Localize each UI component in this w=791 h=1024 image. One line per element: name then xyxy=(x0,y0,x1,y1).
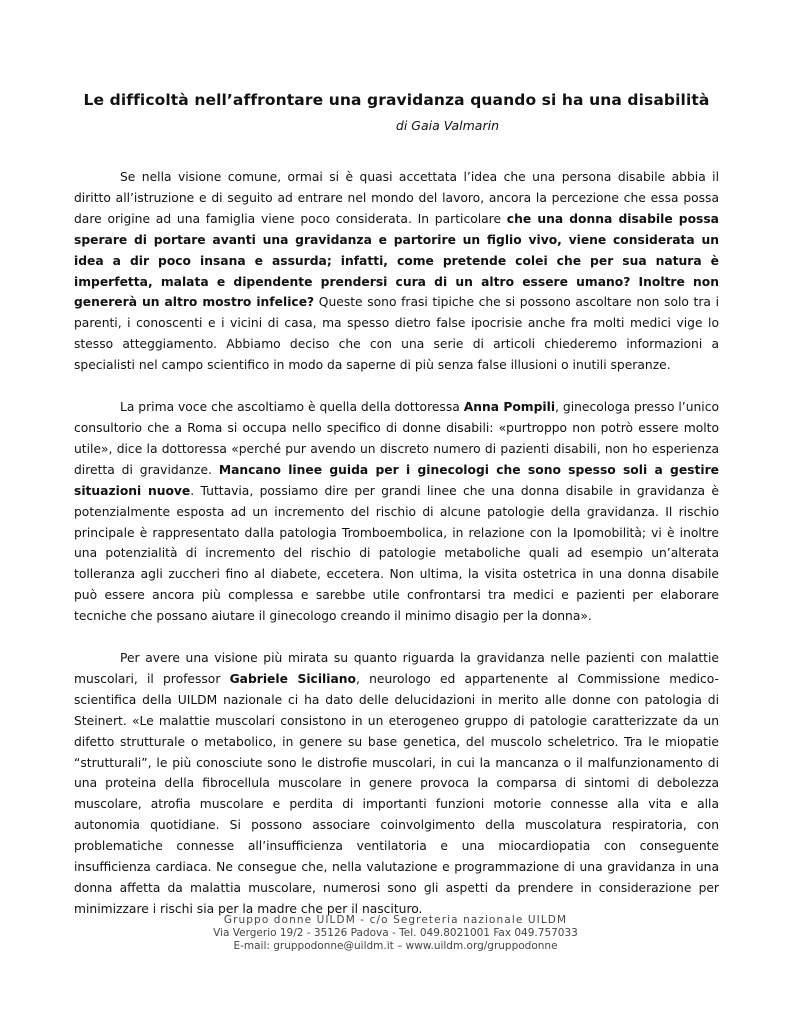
footer-address: Via Vergerio 19/2 - 35126 Padova - Tel. 049.8021001 Fax 049.757033 xyxy=(213,927,578,939)
paragraph-2-text-c: . Tuttavia, possiamo dire per grandi linee che una donna disabile in gravidanza è potenzialmente esposta ad un incremento del rischio di alcune patologie della gravidanza. Il rischio principale è rappresentato dalla patologia Tromboembolica, in relazione con la Ipomobilità; vi è inoltre una potenzialità di incremento del rischio di patologie metaboliche quali ad esempio un’alterata tolleranza agli zuccheri fino al diabete, eccetera. Non ultima, la visita ostetrica in una donna disabile può essere ancora più complessa e sarebbe utile confrontarsi tra medici e pazienti per elaborare tecniche che possano aiutare il ginecologo creando il minimo disagio per la donna». xyxy=(74,483,719,624)
paragraph-1-bold-a: che una donna disabile possa sperare di portare avanti una gravidanza e partorire un figlio vivo, viene considerata un idea a dir poco insana e assurda; infatti, come pretende colei che per sua natura è imperfetta, malata e dipendente prendersi cura di un altro essere umano? Inoltre non genererà un altro mostro infelice? xyxy=(74,211,719,310)
paragraph-1-text-a: Se nella visione comune, ormai si è quasi accettata l’idea che una persona disabile abbia il diritto all’istruzione e di seguito ad entrare nel mondo del lavoro, ancora la percezione che essa possa dare origine ad una famiglia viene poco considerata. In particolare xyxy=(74,170,719,226)
paragraph-1 xyxy=(74,167,719,376)
paragraph-2-text-a: La prima voce che ascoltiamo è quella della dottoressa xyxy=(120,400,464,415)
paragraph-2-bold-a: Anna Pompili xyxy=(463,400,556,415)
footer-organization: Gruppo donne UILDM - c/o Segreteria nazionale UILDM xyxy=(223,914,568,926)
footer-contacts: E-mail: gruppodonne@uildm.it – www.uildm.org/gruppodonne xyxy=(233,940,558,952)
paragraph-2 xyxy=(74,397,719,627)
article-title: Le difficoltà nell’affrontare una gravidanza quando si ha una disabilità xyxy=(83,91,710,109)
paragraph-1-text-b: Queste sono frasi tipiche che si possono ascoltare non solo tra i parenti, i conoscenti e i vicini di casa, ma spesso dietro false ipocrisie anche fra molti medici vige lo stesso atteggiamento. Abbiamo deciso che con una serie di articoli chiederemo informazioni a specialisti nel campo scientifico in modo da saperne di più senza false illusioni o inutili speranze. xyxy=(74,295,719,373)
paragraph-3 xyxy=(74,648,719,920)
page-footer xyxy=(0,914,791,953)
paragraph-3-bold-a: Gabriele Siciliano xyxy=(229,671,356,686)
paragraph-2-bold-b: Mancano linee guida per i ginecologi che sono spesso soli a gestire situazioni nuove xyxy=(74,462,719,498)
paragraph-3-text-b: , neurologo ed appartenente al Commissione medico-scientifica della UILDM nazionale ci ha dato delle delucidazioni in merito alle donne con patologia di Steinert. «Le malattie muscolari consistono in un eterogeneo gruppo di patologie caratterizzate da un difetto strutturale o metabolico, in genere su base genetica, del muscolo scheletrico. Tra le miopatie “strutturali”, le più conosciute sono le distrofie muscolari, in cui la mancanza o il malfunzionamento di una proteina della fibrocellula muscolare in genere provoca la comparsa di sintomi di debolezza muscolare, atrofia muscolare e perdita di importanti funzioni motorie connesse alla vita e alla autonomia quotidiane. Si possono associare coinvolgimento della muscolatura respiratoria, con problematiche connesse all’insufficienza ventilatoria e una miocardiopatia con conseguente insufficienza cardiaca. Ne consegue che, nella valutazione e programmazione di una gravidanza in una donna affetta da malattia muscolare, numerosi sono gli aspetti da prendere in considerazione per minimizzare i rischi sia per la madre che per il nascituro. xyxy=(74,671,719,916)
article-author: di Gaia Valmarin xyxy=(395,118,499,133)
paragraph-3-text-a: Per avere una visione più mirata su quanto riguarda la gravidanza nelle pazienti con malattie muscolari, il professor xyxy=(74,651,719,686)
document-page xyxy=(74,90,719,920)
paragraph-2-text-b: , ginecologa presso l’unico consultorio che a Roma si occupa nello specifico di donne disabili: «purtroppo non potrò essere molto utile», dice la dottoressa «perché pur avendo un discreto numero di pazienti disabili, non ho esperienza diretta di gravidanze. xyxy=(74,400,720,477)
